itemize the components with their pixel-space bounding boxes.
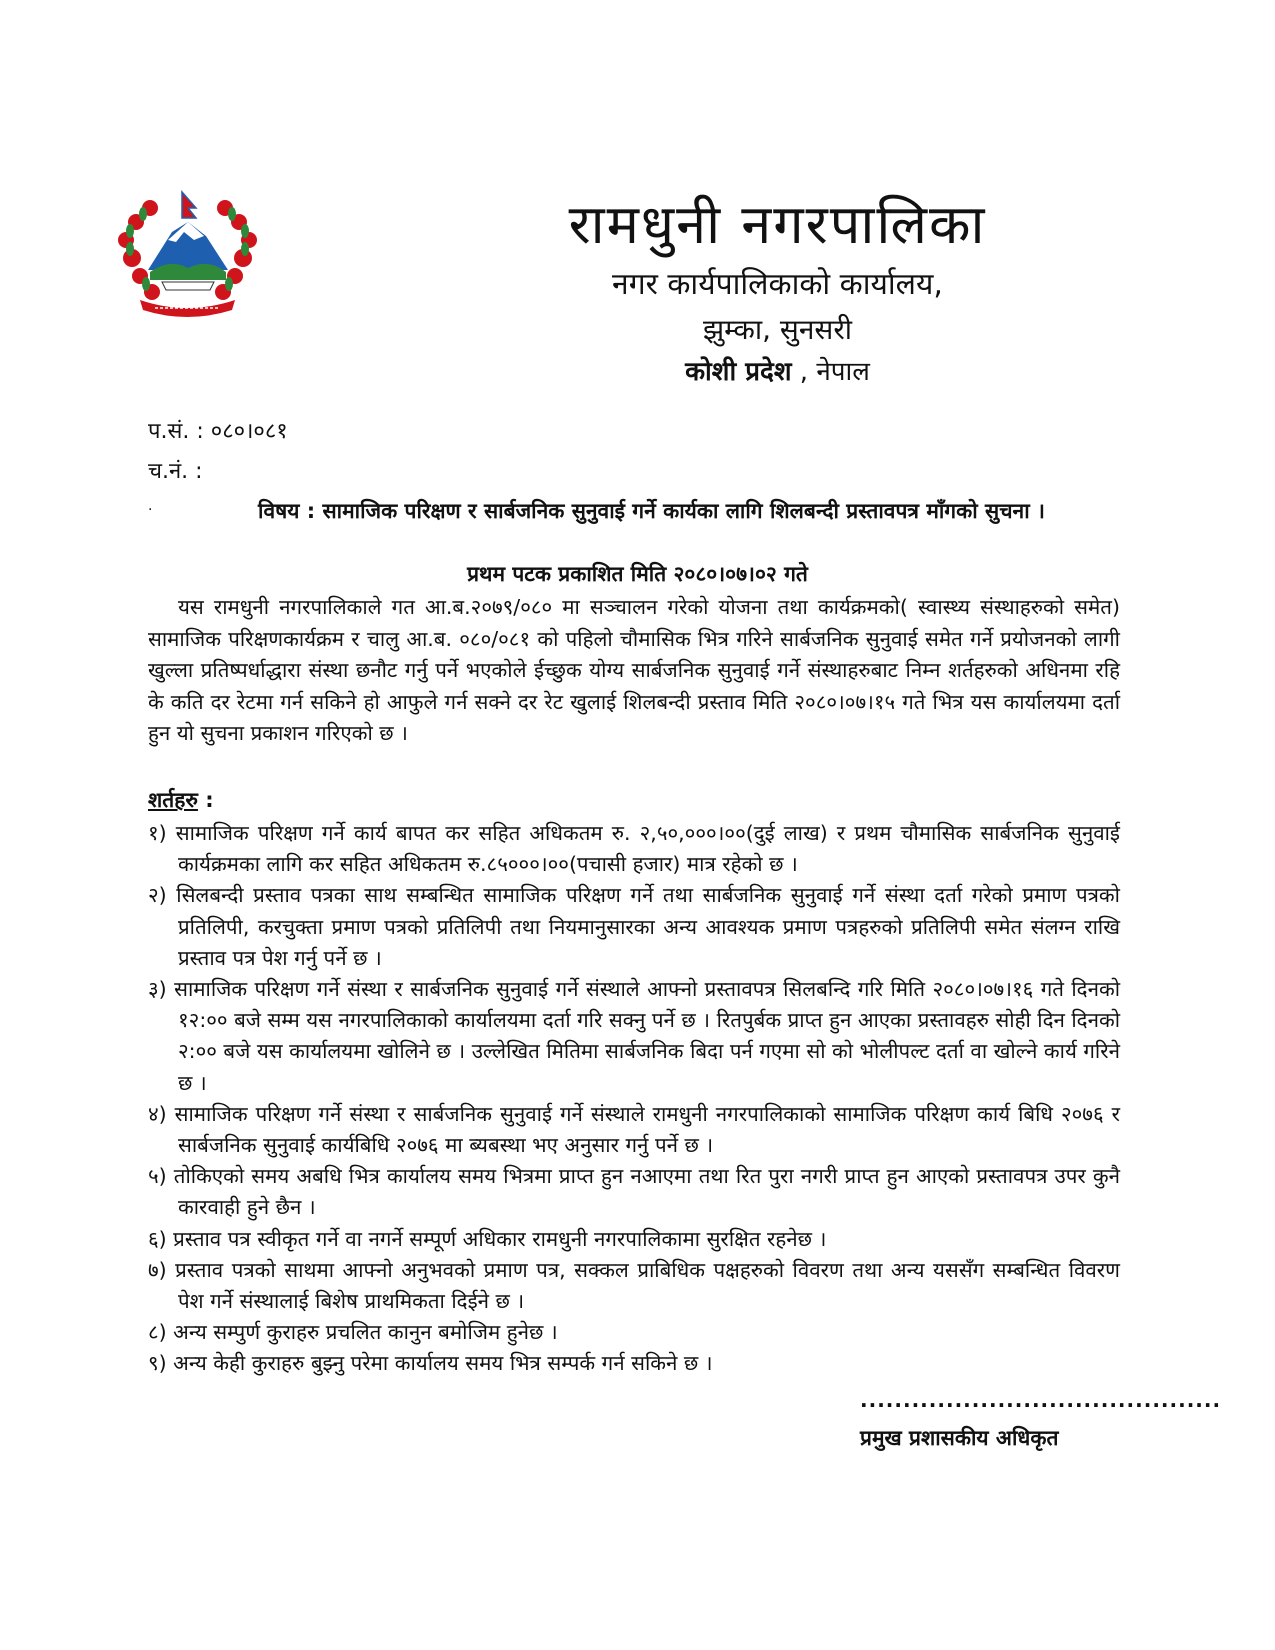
condition-item: २) सिलबन्दी प्रस्ताव पत्रका साथ सम्बन्धित सामाजिक परिक्षण गर्ने तथा सार्बजनिक सुनुवाई गर्ने संस्था दर्ता गरेको प्रमाण पत्रको प्रतिलिपी, करचुक्ता प्रमाण पत्रको प्रतिलिपी तथा नियमानुसारका अन्य आवश्यक प्रमाण पत्रहरुको प्रतिलिपी समेत संलग्न राखि प्रस्ताव पत्र पेश गर्नु पर्ने छ ।	[148, 883, 1120, 970]
reference-number: प.सं. : ०८०।०८१	[148, 419, 288, 444]
signature-line: ..........................................	[860, 1388, 1222, 1412]
country-name: , नेपाल	[791, 357, 870, 387]
condition-item: ४) सामाजिक परिक्षण गर्ने संस्था र सार्बजनिक सुनुवाई गर्ने संस्थाले रामधुनी नगरपालिकाको सामाजिक परिक्षण कार्य बिधि २०७६ र सार्बजनिक सुनुवाई कार्यबिधि २०७६ मा ब्यबस्था भए अनुसार गर्नु पर्ने छ ।	[148, 1101, 1120, 1158]
condition-item: ५) तोकिएको समय अबधि भित्र कार्यालय समय भित्रमा प्राप्त हुन नआएमा तथा रित पुरा नगरी प्राप्त हुन आएको प्रस्तावपत्र उपर कुनै कारवाही हुने छैन ।	[148, 1164, 1120, 1220]
condition-item: ६) प्रस्ताव पत्र स्वीकृत गर्ने वा नगर्ने सम्पूर्ण अधिकार रामधुनी नगरपालिकामा सुरक्षित रहनेछ ।	[148, 1226, 827, 1251]
conditions-list	[148, 818, 1120, 1380]
notice-subject: विषय : सामाजिक परिक्षण र सार्बजनिक सुनुवाई गर्ने कार्यका लागि शिलबन्दी प्रस्तावपत्र माँगको सुचना ।	[258, 499, 1045, 523]
condition-item: १) सामाजिक परिक्षण गर्ने कार्य बापत कर सहित अधिकतम रु. २,५०,०००।००(दुई लाख) र प्रथम चौमासिक सार्बजनिक सुनुवाई कार्यक्रमका लागि कर सहित अधिकतम रु.८५०००।००(पचासी हजार) मात्र रहेको छ ।	[148, 821, 1120, 877]
dot-marker: .	[148, 498, 153, 514]
condition-item: ३) सामाजिक परिक्षण गर्ने संस्था र सार्बजनिक सुनुवाई गर्ने संस्थाले आफ्नो प्रस्तावपत्र सिलबन्दि गरि मिति २०८०।०७।१६ गते दिनको १२:०० बजे सम्म यस नगरपालिकाको कार्यालयमा दर्ता गरि सक्नु पर्ने छ । रितपुर्बक प्राप्त हुन आएका प्रस्तावहरु सोही दिन दिनको २:०० बजे यस कार्यालयमा खोलिने छ । उल्लेखित मितिमा सार्बजनिक बिदा पर्न गएमा सो को भोलीपल्ट दर्ता वा खोल्ने कार्य गरिने छ ।	[148, 977, 1121, 1095]
condition-item: ७) प्रस्ताव पत्रको साथमा आफ्नो अनुभवको प्रमाण पत्र, सक्कल प्राबिधिक पक्षहरुको विवरण तथा अन्य यससँग सम्बन्धित विवरण पेश गर्ने संस्थालाई बिशेष प्राथमिकता दिईने छ ।	[148, 1257, 1120, 1314]
conditions-heading-text: शर्तहरु	[148, 788, 198, 812]
office-name: नगर कार्यपालिकाको कार्यालय,	[612, 267, 943, 302]
signatory-title: प्रमुख प्रशासकीय अधिकृत	[860, 1426, 1059, 1450]
dispatch-number: च.नं. :	[148, 459, 203, 484]
conditions-heading	[148, 786, 214, 814]
publication-date: प्रथम पटक प्रकाशित मिति २०८०।०७।०२ गते	[467, 562, 808, 586]
organization-name: रामधुनी नगरपालिका	[568, 193, 987, 256]
province-line	[140, 352, 1275, 388]
office-location: झुम्का, सुनसरी	[702, 313, 853, 346]
conditions-heading-colon: :	[197, 788, 214, 812]
condition-item: ९) अन्य केही कुराहरु बुझ्नु परेमा कार्यालय समय भित्र सम्पर्क गर्न सकिने छ ।	[148, 1351, 713, 1376]
condition-item: ८) अन्य सम्पुर्ण कुराहरु प्रचलित कानुन बमोजिम हुनेछ ।	[148, 1320, 558, 1345]
province-name: कोशी प्रदेश	[685, 357, 792, 387]
notice-body: यस रामधुनी नगरपालिकाले गत आ.ब.२०७९/०८० मा सञ्चालन गरेको योजना तथा कार्यक्रमको( स्वास्थ्य संस्थाहरुको समेत) सामाजिक परिक्षणकार्यक्रम र चालु आ.ब. ०८०/०८१ को पहिलो चौमासिक भित्र गरिने सार्बजनिक सुनुवाई समेत गर्ने प्रयोजनको लागी खुल्ला प्रतिष्पर्धाद्धारा संस्था छनौट गर्नु पर्ने भएकोले ईच्छुक योग्य सार्बजनिक सुनुवाई गर्ने संस्थाहरुबाट निम्न शर्तहरुको अधिनमा रहि के कति दर रेटमा गर्न सकिने हो आफुले गर्न सक्ने दर रेट खुलाई शिलबन्दी प्रस्ताव मिति २०८०।०७।१५ गते भित्र यस कार्यालयमा दर्ता हुन यो सुचना प्रकाशन गरिएको छ ।	[148, 595, 1120, 745]
